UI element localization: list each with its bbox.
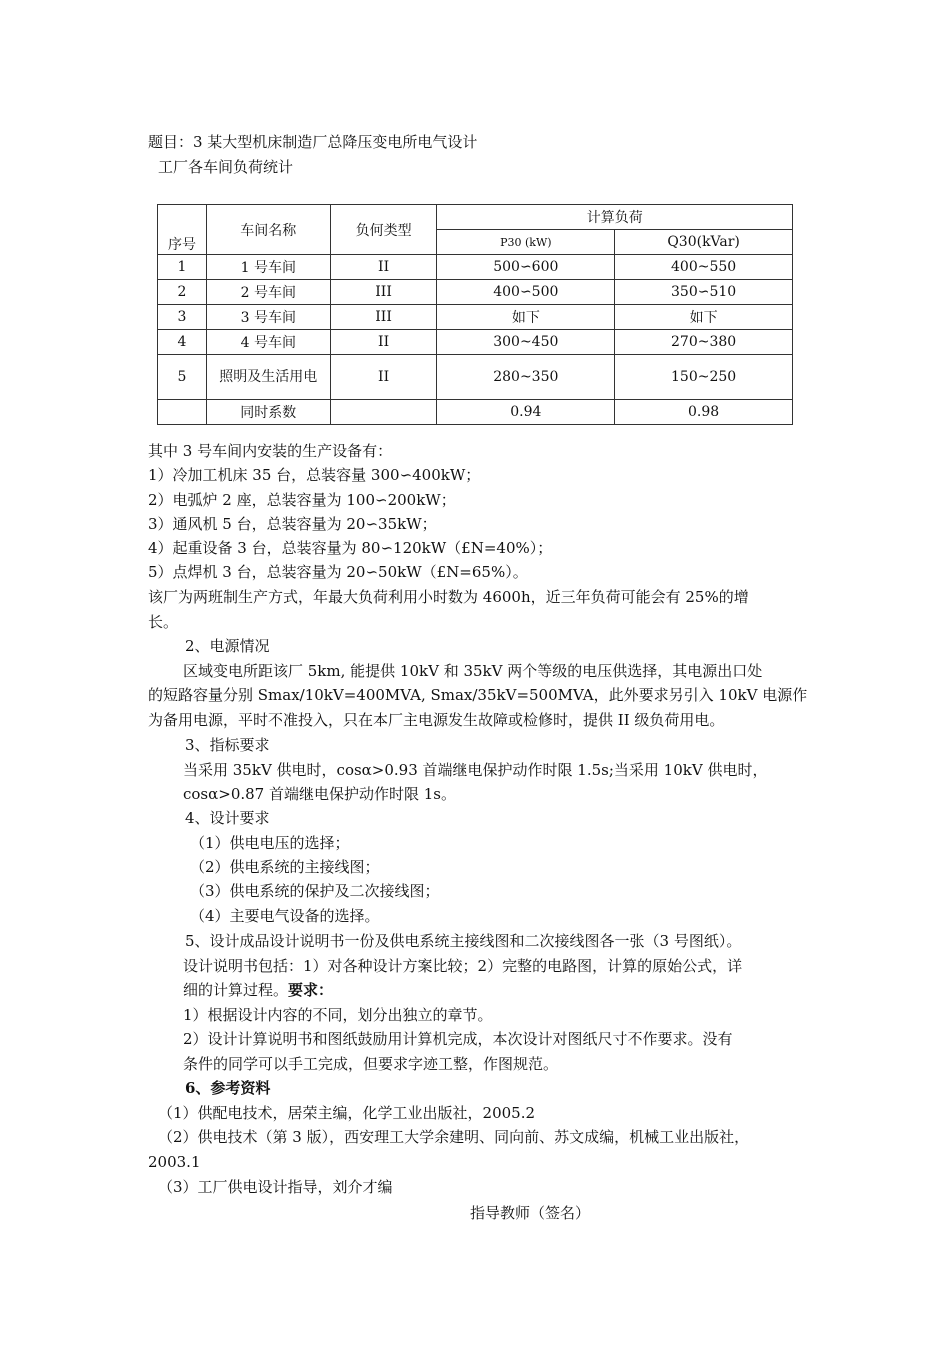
section-6-title [185,1078,270,1098]
cell-seq: 1 [158,255,207,280]
section-2-text: 为备用电源，平时不准投入，只在本厂主电源发生故障或检修时，提供 II 级负荷用电。 [148,711,725,729]
cell-q30: 400~550 [615,255,793,280]
cell-seq: 4 [158,330,207,355]
reference-item: （3）工厂供电设计指导，刘介才编 [158,1178,393,1196]
cell-p30: 如下 [437,305,615,330]
section-2-title: 2、电源情况 [185,637,270,655]
section-3-text: 当采用 35kV 供电时，cosα>0.93 首端继电保护动作时限 1.5s;当采用 10kV 供电时， [183,761,768,779]
section-3-title: 3、指标要求 [185,736,270,754]
shift-text: 该厂为两班制生产方式，年最大负荷利用小时数为 4600h，近三年负荷可能会有 25%的增 [148,588,749,606]
section-5-title: 5、设计成品设计说明书一份及供电系统主接线图和二次接线图各一张（3 号图纸）。 [185,932,742,950]
table-row [158,355,793,400]
requirement-item: （3）供电系统的保护及二次接线图； [190,882,440,900]
cell-q30: 150~250 [615,355,793,400]
reference-item: （2）供电技术（第 3 版），西安理工大学余建明、同向前、苏文成编，机械工业出版社， [158,1128,750,1146]
reference-item-cont: 2003.1 [148,1153,201,1171]
section-5-text: 设计说明书包括：1）对各种设计方案比较；2）完整的电路图，计算的原始公式，详 [183,957,743,975]
header-type: 负何类型 [330,205,437,255]
table-header-row [158,205,793,230]
section-4-title: 4、设计要求 [185,809,270,827]
cell-name: 同时系数 [206,400,330,425]
header-calc: 计算负荷 [437,205,793,230]
cell-type [330,400,437,425]
header-seq: 序号 [158,205,207,255]
page-title: 题目：3 某大型机床制造厂总降压变电所电气设计 [148,133,478,151]
section-5-text-part: 细的计算过程。 [183,981,289,999]
section-5-requirement-label: 要求： [288,981,334,999]
requirement-item: （2）供电系统的主接线图； [190,858,380,876]
table-row [158,280,793,305]
table-row [158,255,793,280]
reference-item: （1）供配电技术，居荣主编，化学工业出版社，2005.2 [158,1104,536,1122]
cell-type: II [330,330,437,355]
cell-seq: 5 [158,355,207,400]
cell-name: 2 号车间 [206,280,330,305]
cell-p30: 500∽600 [437,255,615,280]
header-name: 车间名称 [206,205,330,255]
cell-seq: 2 [158,280,207,305]
section-3-text: cosα>0.87 首端继电保护动作时限 1s。 [183,785,457,803]
cell-type: III [330,280,437,305]
equipment-item: 4）起重设备 3 台，总装容量为 80∽120kW（£N=40%）； [148,539,553,557]
cell-p30: 300~450 [437,330,615,355]
cell-q30: 350∽510 [615,280,793,305]
header-q30: Q30(kVar) [615,230,793,255]
shift-text-cont: 长。 [148,613,179,631]
cell-p30: 280~350 [437,355,615,400]
section-5-req: 1）根据设计内容的不同，划分出独立的章节。 [183,1006,493,1024]
table-row [158,305,793,330]
requirement-item: （1）供电电压的选择； [190,834,350,852]
cell-q30: 0.98 [615,400,793,425]
cell-p30: 400∽500 [437,280,615,305]
table-caption: 工厂各车间负荷统计 [158,158,294,176]
cell-seq: 3 [158,305,207,330]
section-5-text [183,980,333,1000]
section-5-req: 2）设计计算说明书和图纸鼓励用计算机完成，本次设计对图纸尺寸不作要求。没有 [183,1030,733,1048]
cell-name: 3 号车间 [206,305,330,330]
cell-q30: 270~380 [615,330,793,355]
table-row [158,400,793,425]
cell-type: II [330,255,437,280]
section-2-text: 区域变电所距该厂 5km, 能提供 10kV 和 35kV 两个等级的电压供选择，其电源出口处 [183,662,763,680]
load-table [157,204,793,425]
equipment-item: 5）点焊机 3 台，总装容量为 20∽50kW（£N=65%）。 [148,563,528,581]
cell-name: 照明及生活用电 [206,355,330,400]
section-6-title-text: 6、参考资料 [185,1079,271,1097]
supervisor-signature-label: 指导教师（签名） [470,1204,591,1222]
cell-type: II [330,355,437,400]
header-p30: P30 (kW) [437,230,615,255]
requirement-item: （4）主要电气设备的选择。 [190,907,380,925]
equipment-item: 1）冷加工机床 35 台，总装容量 300∽400kW； [148,466,481,484]
cell-type: III [330,305,437,330]
cell-name: 4 号车间 [206,330,330,355]
equipment-item: 3）通风机 5 台，总装容量为 20∽35kW； [148,515,437,533]
equipment-intro: 其中 3 号车间内安装的生产设备有： [148,442,393,460]
cell-name: 1 号车间 [206,255,330,280]
equipment-item: 2）电弧炉 2 座，总装容量为 100∽200kW； [148,491,456,509]
table-row [158,330,793,355]
cell-seq [158,400,207,425]
section-2-text: 的短路容量分别 Smax/10kV=400MVA, Smax/35kV=500MVA，此外要求另引入 10kV 电源作 [148,686,808,704]
cell-p30: 0.94 [437,400,615,425]
section-5-req: 条件的同学可以手工完成，但要求字迹工整，作图规范。 [183,1055,559,1073]
cell-q30: 如下 [615,305,793,330]
